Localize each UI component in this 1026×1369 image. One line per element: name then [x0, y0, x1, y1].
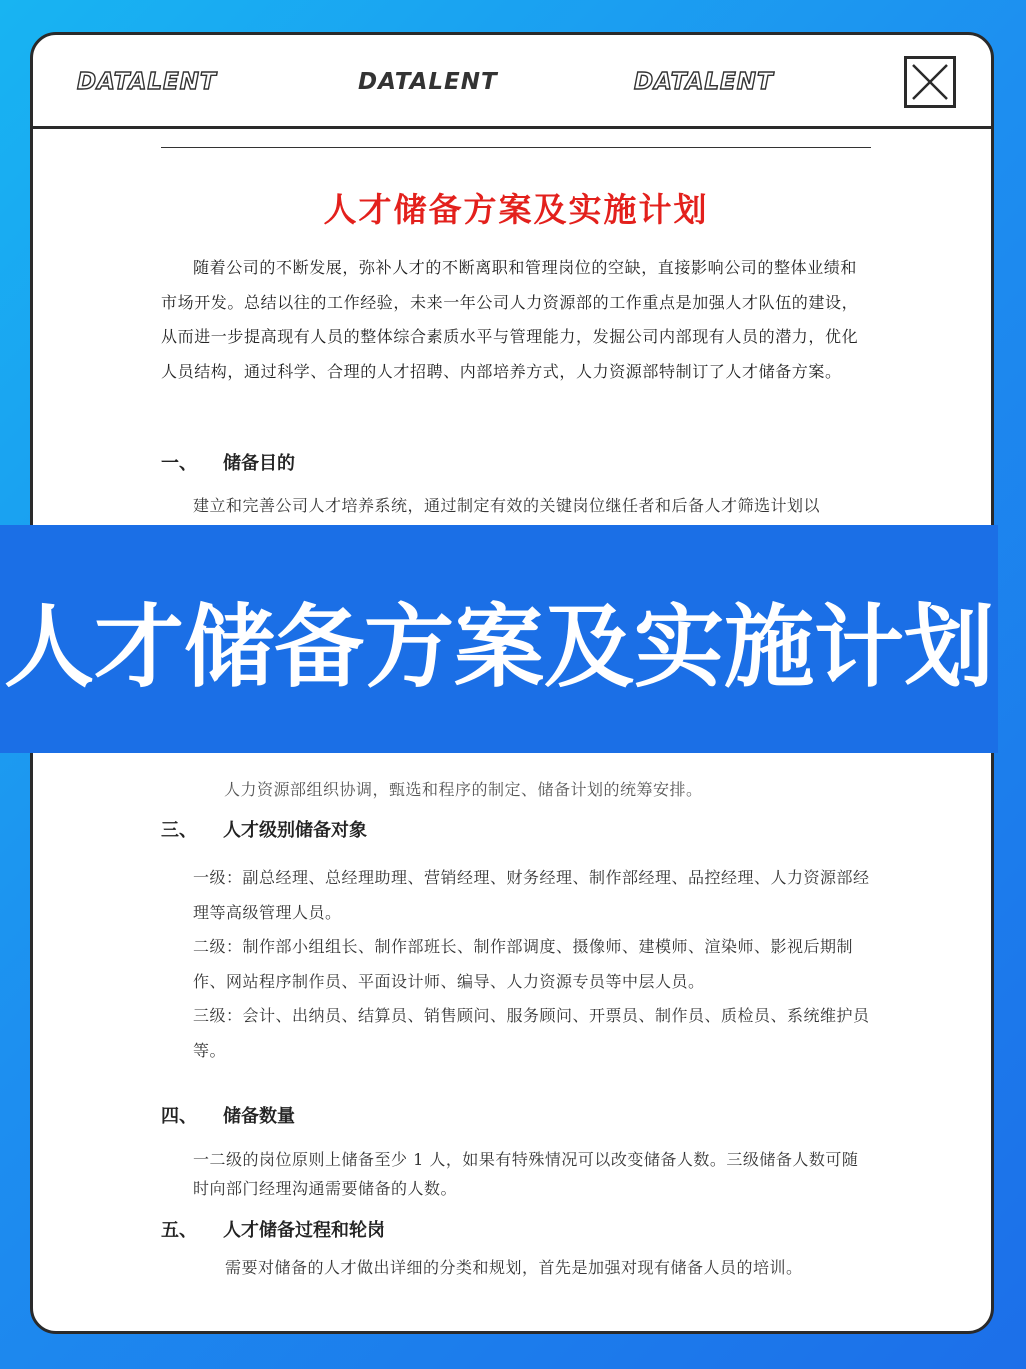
section-number: 四、	[161, 1106, 197, 1127]
list-item: 一级：副总经理、总经理助理、营销经理、财务经理、制作部经理、品控经理、人力资源部经理等高级管理人员。	[193, 868, 870, 922]
list-item: 二级：制作部小组组长、制作部班长、制作部调度、摄像师、建模师、渲染师、影视后期制作、网站程序制作员、平面设计师、编导、人力资源专员等中层人员。	[193, 937, 854, 991]
section-1-text: 建立和完善公司人才培养系统，通过制定有效的关键岗位继任者和后备人才筛选计划以	[193, 496, 821, 515]
section-title: 人才储备过程和轮岗	[223, 1220, 385, 1241]
partial-text-line: 人力资源部组织协调，甄选和程序的制定、储备计划的统筹安排。	[224, 780, 703, 799]
section-4-text: 一二级的岗位原则上储备至少 1 人，如果有特殊情况可以改变储备人数。三级储备人数可随时向部门经理沟通需要储备的人数。	[193, 1150, 859, 1198]
section-heading-4	[161, 1102, 295, 1128]
intro-paragraph: 随着公司的不断发展，弥补人才的不断离职和管理岗位的空缺，直接影响公司的整体业绩和市场开发。总结以往的工作经验，未来一年公司人力资源部的工作重点是加强人才队伍的建设，从而进一步提高现有人员的整体综合素质水平与管理能力，发掘公司内部现有人员的潜力，优化人员结构，通过科学、合理的人才招聘、内部培养方式，人力资源部特制订了人才储备方案。	[161, 258, 859, 381]
document-body	[161, 147, 871, 389]
brand-logo-right: DATALENT	[634, 69, 774, 95]
section-title: 储备目的	[223, 453, 295, 474]
section-number: 五、	[161, 1220, 197, 1241]
section-number: 三、	[161, 820, 197, 841]
brand-logo-left: DATALENT	[77, 69, 217, 95]
document-title: 人才储备方案及实施计划	[323, 190, 709, 229]
close-icon	[907, 59, 953, 105]
brand-logo-center: DATALENT	[358, 69, 498, 95]
section-3-list	[193, 861, 873, 1068]
header-rule	[161, 147, 871, 148]
section-heading-3	[161, 816, 367, 842]
banner-title: 人才储备方案及实施计划	[4, 595, 994, 700]
section-5-text: 需要对储备的人才做出详细的分类和规划，首先是加强对现有储备人员的培训。	[225, 1258, 803, 1277]
section-number: 一、	[161, 453, 197, 474]
section-title: 储备数量	[223, 1106, 295, 1127]
section-heading-5	[161, 1216, 385, 1242]
list-item: 三级：会计、出纳员、结算员、销售顾问、服务顾问、开票员、制作员、质检员、系统维护员等。	[193, 1006, 870, 1060]
section-title: 人才级别储备对象	[223, 820, 367, 841]
top-bar	[33, 35, 991, 129]
section-heading-1	[161, 449, 295, 475]
title-banner	[0, 525, 998, 753]
close-button[interactable]	[904, 56, 956, 108]
